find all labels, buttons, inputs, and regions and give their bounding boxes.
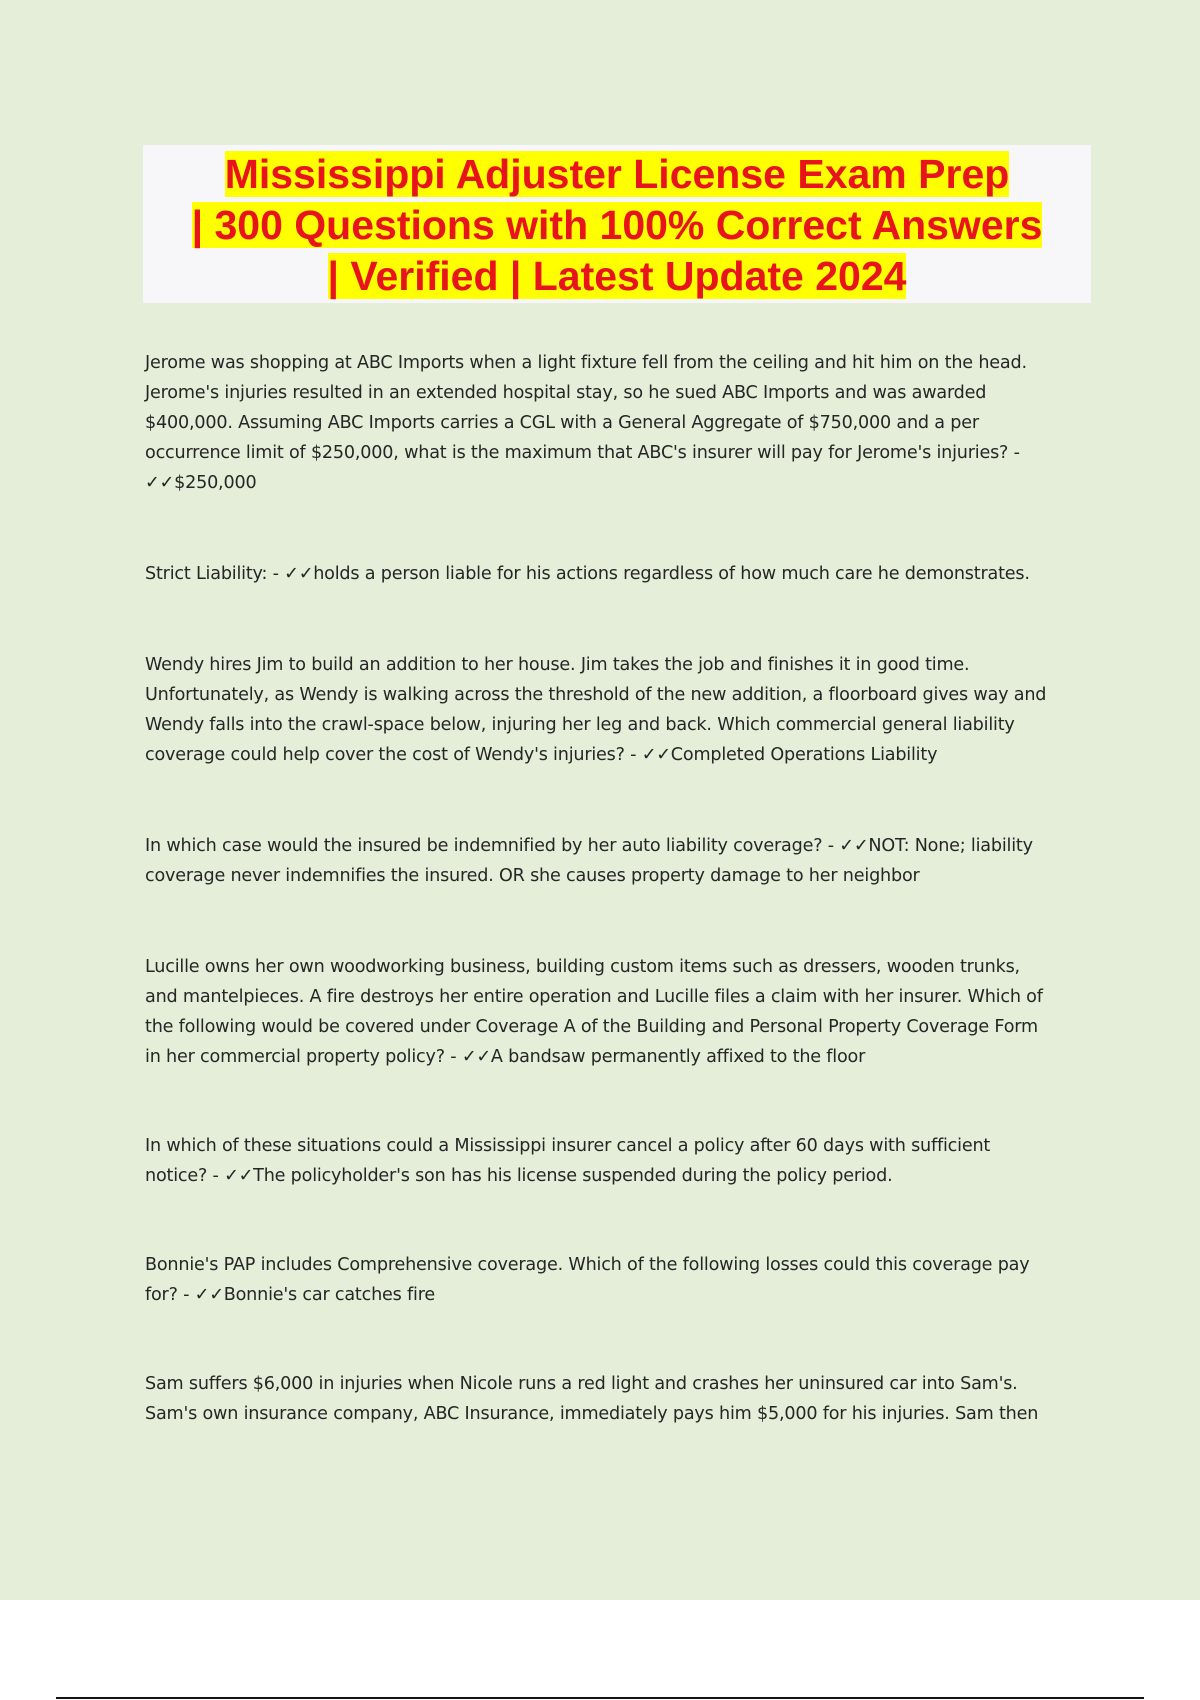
qa-item: Bonnie's PAP includes Comprehensive coverage. Which of the following losses could this coverage pay for? - ✓✓Bonnie's car catches fire bbox=[145, 1255, 1030, 1305]
qa-list bbox=[145, 348, 1095, 1429]
qa-item: Jerome was shopping at ABC Imports when a light fixture fell from the ceiling and hit him on the head. Jerome's injuries resulted in an extended hospital stay, so he sued ABC Imports and was awarded $400,000. Assuming ABC Imports carries a CGL with a General Aggregate of $750,000 and a per occurrence limit of $250,000, what is the maximum that ABC's insurer will pay for Jerome's injuries? - ✓✓$250,000 bbox=[145, 353, 1027, 493]
document-title bbox=[143, 145, 1091, 302]
title-line-1: Mississippi Adjuster License Exam Prep bbox=[224, 151, 1010, 197]
qa-item: Lucille owns her own woodworking business, building custom items such as dressers, wooden trunks, and mantelpieces. A fire destroys her entire operation and Lucille files a claim with her insurer. Which of the following would be covered under Coverage A of the Building and Personal Property Coverage Form in her commercial property policy? - ✓✓A bandsaw permanently affixed to the floor bbox=[145, 957, 1043, 1067]
qa-item: In which of these situations could a Mississippi insurer cancel a policy after 60 days with sufficient notice? - ✓✓The policyholder's son has his license suspended during the policy period. bbox=[145, 1136, 991, 1186]
title-block bbox=[143, 145, 1091, 303]
qa-item: Wendy hires Jim to build an addition to her house. Jim takes the job and finishes it in good time. Unfortunately, as Wendy is walking across the threshold of the new addition, a floorboard gives way and Wendy falls into the crawl-space below, injuring her leg and back. Which commercial general liability coverage could help cover the cost of Wendy's injuries? - ✓✓Completed Operations Liability bbox=[145, 655, 1047, 765]
qa-item: In which case would the insured be indemnified by her auto liability coverage? - ✓✓NOT: None; liability coverage never indemnifies the insured. OR she causes property damage to her neighbor bbox=[145, 836, 1033, 886]
page-separator-line bbox=[56, 1697, 1144, 1699]
qa-item: Sam suffers $6,000 in injuries when Nicole runs a red light and crashes her uninsured car into Sam's. Sam's own insurance company, ABC Insurance, immediately pays him $5,000 for his injuries. Sam then bbox=[145, 1374, 1039, 1424]
title-line-2: | 300 Questions with 100% Correct Answers bbox=[191, 202, 1043, 248]
title-line-3: | Verified | Latest Update 2024 bbox=[327, 253, 907, 299]
qa-item: Strict Liability: - ✓✓holds a person liable for his actions regardless of how much care he demonstrates. bbox=[145, 564, 1030, 584]
